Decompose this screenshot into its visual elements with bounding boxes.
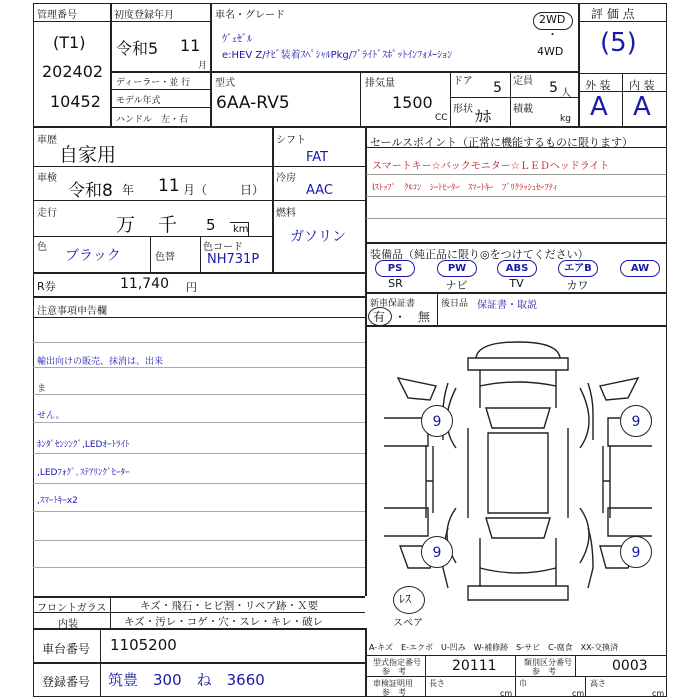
spare-label: スペア (393, 618, 423, 629)
naiso-label: 内 装 (629, 79, 655, 92)
katashiki-shitei-sanko: 参 考 (382, 667, 406, 676)
katashiki: 6AA-RV5 (216, 93, 290, 113)
door: 5 (493, 80, 502, 96)
equipment-abs: ABS (497, 260, 537, 277)
teiin-unit: 人 (561, 88, 571, 99)
handle-label: ハンドル 左・右 (116, 115, 189, 125)
ruibetsu-value: 0003 (612, 658, 648, 674)
equipment-leather: カワ (566, 279, 589, 292)
shamei-label: 車名・グレード (215, 10, 285, 21)
car-name: ｳﾞｪｾﾞﾙ (222, 34, 252, 45)
interior-label: 内装 (58, 619, 78, 630)
windshield (486, 408, 550, 428)
atohin-value: 保証書・取説 (477, 300, 537, 311)
sekisai-label: 積載 (513, 104, 533, 115)
warranty-yes: 有 (373, 310, 386, 324)
keijo-label: 形状 (453, 104, 473, 115)
equipment-airbag: エアB (558, 260, 598, 277)
soko-value: 5 (206, 216, 216, 234)
haba-cm: cm (572, 689, 585, 698)
teiin: 5 (549, 80, 558, 96)
damage-legend: A-キズ E-エクボ U-凹み W-補修跡 S-サビ C-腐食 XX-交換済 (369, 643, 619, 652)
shift-label: シフト (276, 135, 306, 146)
shaken-cert-sanko: 参 考 (382, 688, 406, 697)
shaken2-year: 年 (122, 183, 135, 197)
takasa-cm: cm (652, 689, 665, 698)
notes-title: 注意事項申告欄 (37, 306, 107, 317)
katashiki-shitei-label: 型式指定番号 (373, 658, 421, 667)
r-unit: 円 (186, 281, 197, 294)
shaken2-label: 車検 (37, 173, 57, 184)
note-line-3: せん。 (37, 411, 65, 421)
iro-value: ブラック (65, 248, 121, 264)
r-value: 11,740 (120, 276, 169, 292)
haba-label: 巾 (519, 679, 527, 688)
front-glass-value: キズ・飛石・ヒビ割・リペア跡・Ｘ要 (140, 600, 319, 612)
equipment-navi: ナビ (445, 279, 468, 292)
shodo-month: 11 (180, 36, 201, 55)
color-code: NH731P (207, 252, 260, 267)
note-line-5: ,LEDﾌｫｸﾞ､ｽﾃｱﾘﾝｸﾞﾋｰﾀｰ (37, 468, 130, 478)
note-line-6: ,ｽﾏｰﾄｷｰx2 (37, 496, 78, 506)
katashiki-shitei-value: 20111 (452, 658, 497, 674)
sales-point-title: セールスポイント（正常に機能するものに限ります） (370, 136, 634, 149)
katashiki-label: 型式 (215, 78, 235, 89)
door-label: ドア (453, 76, 473, 87)
hyoka-label: 評 価 点 (591, 7, 635, 21)
drive-4wd: 4WD (537, 45, 564, 58)
warranty-label: 新車保証書 (370, 299, 416, 309)
shaken2-month-unit: 月（ (183, 183, 208, 197)
kg: kg (560, 114, 571, 124)
shodo-month-unit: 月 (198, 61, 208, 71)
warranty-no: 無 (418, 310, 431, 324)
naiso-value: A (633, 92, 651, 122)
interior-value: キズ・汚レ・コゲ・穴・スレ・キレ・破レ (124, 616, 324, 628)
chassis-value: 1105200 (110, 636, 177, 654)
drive-dot: ・ (547, 28, 558, 41)
hyoka-value: (5) (600, 28, 637, 58)
note-line-2: ま (37, 384, 47, 394)
gaiso-value: A (590, 92, 608, 122)
tire-front-left: 9 (421, 405, 453, 437)
reg-label: 登録番号 (42, 675, 91, 689)
cc: CC (435, 113, 448, 123)
model-year-label: モデル年式 (116, 96, 161, 106)
dealer-label: ディーラー・並 行 (116, 78, 191, 88)
spare-mark: ﾚｽ (399, 592, 412, 606)
equipment-pw: PW (437, 260, 477, 277)
kanri-no2: 10452 (50, 92, 101, 111)
drive-2wd: 2WD (539, 13, 566, 26)
r-label: R券 (37, 280, 56, 293)
atohin-label: 後日品 (441, 299, 469, 309)
haikiryo: 1500 (392, 93, 433, 112)
shodo-label: 初度登録年月 (114, 10, 174, 21)
shaken2-month: 11 (158, 176, 180, 196)
sales-point-line2: Iｽﾄｯﾌﾟ ｸﾙｺﾝ ｼｰﾄﾋｰﾀｰ ｽﾏｰﾄｷｰ ﾌﾞﾘｸﾗｯｼｭｾｰﾌﾃｨ (372, 183, 558, 193)
kanri-no1: 202402 (42, 62, 104, 81)
teiin-label: 定員 (513, 76, 533, 87)
man-label: 万 (116, 214, 136, 236)
grade: e:HEV Z/ﾅﾋﾞ装着ｽﾍﾟｼｬﾙPkg/ﾌﾞﾗｲﾄﾞｽﾎﾟｯﾄｲﾝﾌｫﾒｰｼｮﾝ (222, 50, 453, 61)
car-diagram (368, 328, 664, 628)
equipment-sr: SR (388, 277, 403, 290)
ruibetsu-label: 類別区分番号 (524, 658, 572, 667)
nenryo-label: 燃料 (276, 208, 296, 219)
warranty-dot: ・ (394, 310, 407, 324)
tire-rear-right: 9 (620, 536, 652, 568)
front-glass-label: フロントガラス (37, 603, 107, 614)
kanri-t: (T1) (53, 33, 86, 52)
equipment-aw: AW (620, 260, 660, 277)
rear-bumper (468, 586, 568, 600)
tire-rear-left: 9 (421, 536, 453, 568)
gaiso-label: 外 装 (585, 79, 611, 92)
shaken-cert-label: 車検証明用 (373, 679, 413, 688)
shaken-value: 自家用 (59, 144, 117, 166)
rear-window (486, 518, 550, 538)
note-line-4: ﾎﾝﾀﾞｾﾝｼﾝｸﾞ,LEDｵｰﾄﾗｲﾄ (37, 440, 130, 450)
shodo-era: 令和5 (116, 39, 159, 58)
shift-value: FAT (306, 150, 329, 165)
reibo-value: AAC (306, 183, 333, 198)
roof (488, 433, 548, 513)
equipment-title: 装備品（純正品に限り◎をつけてください） (370, 248, 589, 261)
chassis-label: 車台番号 (42, 642, 91, 656)
note-line-1: 輸出向けの販売、抹消は、出来 (37, 357, 164, 367)
shaken2-day-unit: 日） (240, 183, 265, 197)
irogae-label: 色替 (155, 252, 175, 263)
kanri-label: 管理番号 (37, 10, 77, 21)
tire-front-right: 9 (620, 405, 652, 437)
sen-label: 千 (158, 214, 178, 236)
reibo-label: 冷房 (276, 173, 296, 184)
color-code-label: 色コード (203, 242, 243, 253)
haikiryo-label: 排気量 (365, 78, 395, 89)
nagasa-label: 長さ (429, 679, 445, 688)
takasa-label: 高さ (590, 679, 606, 688)
reg-value: 筑豊 300 ね 3660 (108, 671, 265, 689)
soko-label: 走行 (37, 208, 57, 219)
sales-point-line1: スマートキー☆バックモニター☆ＬＥＤヘッドライト (372, 161, 610, 172)
km: km (233, 224, 249, 235)
ruibetsu-sanko: 参 考 (532, 667, 556, 676)
iro-label: 色 (37, 242, 47, 253)
shaken2-era: 令和8 (68, 181, 113, 201)
front-bumper (476, 342, 560, 358)
nagasa-cm: cm (500, 689, 513, 698)
nenryo-value: ガソリン (290, 229, 346, 245)
equipment-ps: PS (375, 260, 415, 277)
shaken-label: 車歴 (37, 135, 57, 146)
equipment-tv: TV (509, 277, 524, 290)
keijo: ｶﾎ (475, 107, 492, 126)
